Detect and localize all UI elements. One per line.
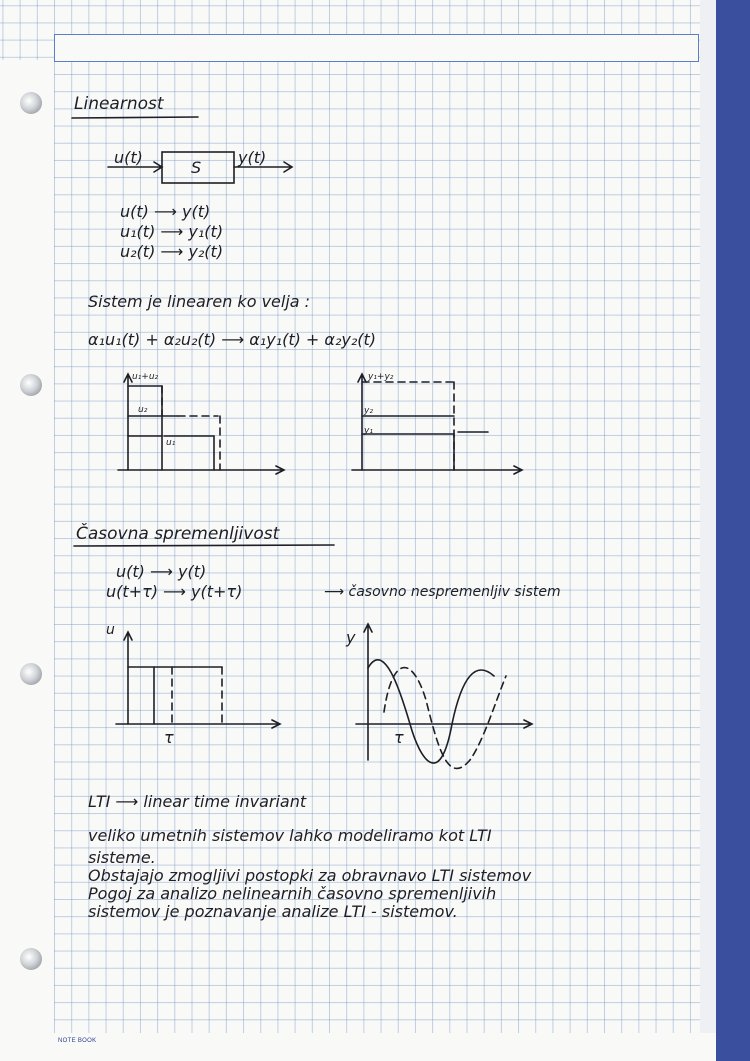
mapping-3: u₂(t) ⟶ y₂(t) — [120, 242, 224, 261]
title-underline-linearnost — [72, 117, 198, 118]
graph-left-u1-label: u₁ — [166, 438, 176, 448]
time-graph-right-tau: τ — [394, 728, 404, 747]
linearity-graph-right — [352, 374, 522, 474]
time-graph-left-tau: τ — [164, 728, 174, 747]
linearity-graph-left — [118, 374, 284, 474]
block-system-label: S — [191, 158, 202, 177]
graph-right-y1-label: y₁ — [364, 426, 373, 436]
title-underline-casovna — [74, 545, 334, 546]
time-line-2-note: ⟶ časovno nespremenljiv sistem — [324, 584, 561, 600]
lti-para-2: sisteme. — [88, 848, 156, 867]
time-graph-left — [116, 632, 280, 728]
graph-right-y2-label: y₂ — [364, 406, 373, 416]
time-line-1: u(t) ⟶ y(t) — [116, 562, 207, 581]
graph-right-sum-label: y₁+y₂ — [368, 372, 394, 382]
mapping-2: u₁(t) ⟶ y₁(t) — [120, 222, 224, 241]
lti-para-5: sistemov je poznavanje analize LTI - sistemov. — [88, 902, 458, 921]
linearity-formula: α₁u₁(t) + α₂u₂(t) ⟶ α₁y₁(t) + α₂y₂(t) — [88, 330, 377, 349]
time-line-2: u(t+τ) ⟶ y(t+τ) — [106, 582, 243, 601]
time-graph-right-axis: y — [346, 628, 356, 647]
lti-para-3: Obstajajo zmogljivi postopki za obravnavo LTI sistemov — [88, 866, 532, 885]
graph-left-sum-label: u₁+u₂ — [132, 372, 159, 382]
block-input-label: u(t) — [114, 148, 143, 167]
title-linearnost: Linearnost — [74, 94, 164, 114]
block-output-label: y(t) — [238, 148, 267, 167]
lti-heading: LTI ⟶ linear time invariant — [88, 792, 307, 811]
title-casovna-spremenljivost: Časovna spremenljivost — [76, 524, 280, 544]
time-graph-right — [356, 624, 532, 768]
lti-para-1: veliko umetnih sistemov lahko modeliramo kot LTI — [88, 826, 492, 845]
notebook-brand: NOTE BOOK — [58, 1038, 97, 1044]
linearity-condition: Sistem je linearen ko velja : — [88, 292, 311, 311]
mapping-1: u(t) ⟶ y(t) — [120, 202, 211, 221]
time-graph-left-axis: u — [106, 622, 115, 638]
graph-left-u2-label: u₂ — [138, 405, 148, 415]
lti-para-4: Pogoj za analizo nelinearnih časovno spremenljivih — [88, 884, 497, 903]
